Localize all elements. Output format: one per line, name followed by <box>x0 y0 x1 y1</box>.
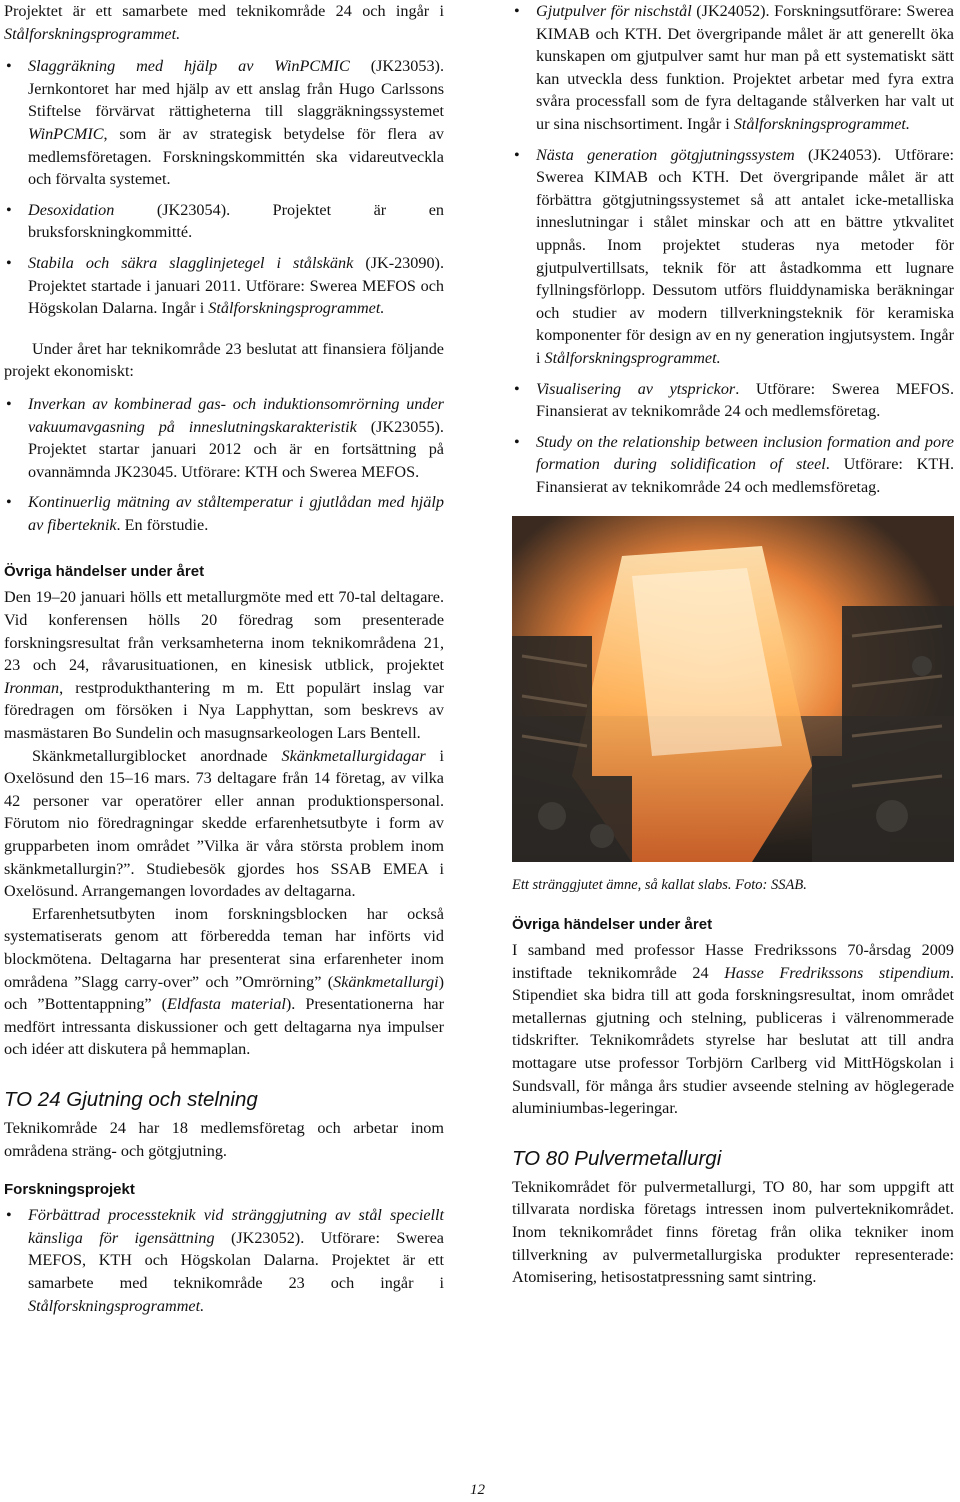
section-heading-research: Forskningsprojekt <box>4 1181 135 1199</box>
item-text: Forskningsutförare: Swerea KIMAB och KTH. Det övergripande målet är att generellt öka kunskapen om gjutpulver samt hur man på ett systematiskt sätt kan utveckla dess funktion. Projektet arbetar med fyra extra svåra processfall som de fyra deltagande stålverken har valt ut ur sina nischsortiment. Ingår i <box>536 2 954 133</box>
right-column <box>512 0 954 1289</box>
item-code: (JK24052). <box>691 2 770 20</box>
item-title: Gjutpulver för nischstål <box>536 2 692 20</box>
events-emphasis: Eldfasta material <box>167 995 286 1014</box>
section-heading-events-right: Övriga händelser under året <box>512 916 713 934</box>
item-title: Slaggräkning med hjälp av WinPCMIC <box>28 57 350 76</box>
item-emphasis: Stålforskningsprogrammet. <box>208 299 385 318</box>
continuation-paragraph <box>4 0 444 45</box>
item-text: Projektet är en bruksforskningkommitté. <box>28 200 444 242</box>
list-item <box>512 0 954 136</box>
project-list-2 <box>4 393 444 537</box>
item-emphasis: Stålforskningsprogrammet. <box>544 348 721 367</box>
events-text: i Oxelösund den 15–16 mars. 73 deltagare från 14 företag, av vilka 42 personer var operatörer eller annan produktionspersonal. Förutom nio föredragningar skedde erfarenhetsutbyte i form av grupparbeten inom området ”Vilka är våra största problem inom skänkmetallurgin?”. Studiebesök gjordes hos SSAB EMEA i Oxelösund. Arrangemangen lovordades av deltagarna. <box>4 746 445 901</box>
item-title: Nästa generation götgjutningssystem <box>536 145 795 164</box>
list-item <box>4 55 444 191</box>
item-code: (JK-23090). <box>353 253 444 272</box>
continuation-text: Projektet är ett samarbete med teknikområde 24 och ingår i <box>4 2 444 20</box>
section-heading-to24: TO 24 Gjutning och stelning <box>4 1087 258 1111</box>
list-item <box>4 1204 444 1317</box>
slab-photo <box>512 516 954 862</box>
events-paragraph-3 <box>4 903 444 1061</box>
slab-photo-illustration <box>512 516 954 862</box>
events-emphasis: Ironman <box>4 678 60 697</box>
project-list-right <box>512 0 954 498</box>
item-code: (JK23053). <box>349 57 444 76</box>
events-text: ) och ”Bottentappning” ( <box>4 972 444 1014</box>
page-number: 12 <box>470 1482 485 1498</box>
photo-caption: Ett stränggjutet ämne, så kallat slabs. Foto: SSAB. <box>512 877 807 894</box>
item-text: En förstudie. <box>120 515 209 534</box>
events-paragraph-2 <box>4 745 444 903</box>
events-paragraph-1 <box>4 586 444 744</box>
item-text: Utförare: Swerea MEFOS. Finansierat av teknikområde 24 och medlemsföretag. <box>536 379 954 421</box>
item-code: . <box>735 379 740 398</box>
item-code: (JK23055). <box>356 417 444 436</box>
events-text: ). Presentationerna har medfört intressanta diskussioner och gett deltagarna nya impulser och idéer att diskutera på hemmaplan. <box>4 995 444 1059</box>
item-text: Jernkontoret har med hjälp av ett anslag från Hugo Carlssons Stiftelse förvärvat rättigheterna till slaggräkningssystemet <box>28 79 444 121</box>
item-title: Stabila och säkra slagglinjetegel i stålskänk <box>28 253 354 272</box>
events-text: . Stipendiet ska bidra till att goda forskningsresultat, inom området metallernas gjutning och stelning, publiceras i välrenommerade tidskrifter. Teknikområdets styrelse har beslutat att till andra mottagare utse professor Torbjörn Carlberg vid MittHögskolan i Sundsvall, för många års studier avseende stelning av höglegerade aluminiumbas-legeringar. <box>512 963 954 1118</box>
events-text: Erfarenhetsutbyten inom forskningsblocken har också systematiserats genom att förberedda teman har införts vid blockmötena. Deltagarna har presenterat sina erfarenheter inom områdena ”Slagg carry-over” och ”Omrörning” ( <box>4 904 444 991</box>
item-text: Utförare: Swerea MEFOS, KTH och Högskolan Dalarna. Projektet är ett samarbete med teknikområde 23 och ingår i <box>28 1228 444 1292</box>
item-title: Inverkan av kombinerad gas- och induktionsomrörning under vakuumavgasning på inneslutningskarakteristik <box>28 394 444 436</box>
events-text: I samband med professor Hasse Fredrikssons 70-årsdag 2009 instiftade teknikområde 24 <box>512 941 954 982</box>
item-emphasis: Stålforskningsprogrammet. <box>28 1296 205 1315</box>
item-title: Desoxidation <box>28 200 115 219</box>
project-list-1 <box>4 55 444 320</box>
item-code: (JK23052). <box>214 1228 305 1247</box>
intro-paragraph: Under året har teknikområde 23 beslutat att finansiera följande projekt ekonomiskt: <box>4 339 444 381</box>
events-text: , restprodukthantering m m. Ett populärt inslag var föredragen om försöken i Nya Lapphyttan, som beskrevs av masmästaren Bo Sundelin och masugnsarkeologen Lars Bentell. <box>4 678 444 743</box>
item-text: Projektet startade i januari 2011. Utförare: Swerea MEFOS och Högskolan Dalarna. Ingår i <box>28 276 444 318</box>
section-heading-events: Övriga händelser under året <box>4 563 205 581</box>
list-item <box>512 144 954 370</box>
item-emphasis: Stålforskningsprogrammet. <box>733 114 910 133</box>
list-item <box>4 252 444 320</box>
item-text: , som är av strategisk betydelse för flera av medlemsföretagen. Forskningskommittén ska vidareutveckla och förvalta systemet. <box>28 124 444 189</box>
to24-paragraph: Teknikområde 24 har 18 medlemsföretag och arbetar inom områdena sträng- och götgjutning. <box>4 1118 444 1160</box>
events-text: Den 19–20 januari hölls ett metallurgmöte med ett 70-tal deltagare. Vid konferensen hölls 20 föredrag som presenterade forskningsresultat från verksamheterna inom teknikområdena 21, 23 och 24, råvarusituationen, en kinesisk utblick, projektet <box>4 588 444 675</box>
item-code: . <box>825 455 830 474</box>
item-title: Kontinuerlig mätning av ståltemperatur i gjutlådan med hjälp av fiberteknik <box>28 493 444 534</box>
item-title: Visualisering av ytsprickor <box>536 379 736 398</box>
list-item <box>4 199 444 244</box>
item-text: Utförare: Swerea KIMAB och KTH. Det övergripande målet är att förbättra götgjutningssystemet så att antalet icke-metalliska inneslutningar i stålet minskar och att en bättre ytkvalitet uppnås. Inom projektet studeras nya metoder för gjutpulvertillsats, teknik för att åstadkomma ett lugnare fyllningsförlopp. Dessutom utförs fluiddynamiska beräkningar och studier av modern tillverkningsteknik för keramiska komponenter för design av en ny generation ingjutsystem. Ingår i <box>536 145 955 367</box>
events-text: Skänkmetallurgiblocket anordnade <box>32 746 282 765</box>
item-code: . <box>116 515 121 534</box>
list-item <box>512 431 954 499</box>
events-emphasis: Skänkmetallurgidagar <box>281 746 426 765</box>
item-title: Förbättrad processteknik vid stränggjutning av stål speciellt känsliga för igensättning <box>28 1206 444 1247</box>
item-code: (JK24053). <box>794 145 882 164</box>
events-paragraph-right <box>512 939 954 1120</box>
item-title: Study on the relationship between inclusion formation and pore formation during solidification of steel <box>536 432 954 474</box>
events-emphasis: Skänkmetallurgi <box>333 972 439 991</box>
left-column <box>4 0 444 1325</box>
to80-paragraph: Teknikområdet för pulvermetallurgi, TO 80, har som uppgift att tillvarata nordiska företags intressen inom pulverteknikområdet. Inom teknikområdet finns företag från olika tekniker inom tillverkning av pulvermetallurgiska produkter representerade: Atomisering, hetisostatpressning samt sintring. <box>512 1177 954 1287</box>
section-heading-to80: TO 80 Pulvermetallurgi <box>512 1146 722 1170</box>
item-text: Projektet startar januari 2012 och är en fortsättning på ovannämnda JK23045. Utförare: KTH och Swerea MEFOS. <box>28 440 444 481</box>
project-list-3 <box>4 1204 444 1317</box>
events-emphasis: Hasse Fredrikssons stipendium <box>724 963 950 982</box>
item-code: (JK23054). <box>114 200 231 219</box>
list-item <box>512 378 954 423</box>
item-emphasis: WinPCMIC <box>28 124 104 143</box>
list-item <box>4 393 444 483</box>
continuation-emphasis: Stålforskningsprogrammet. <box>4 24 181 43</box>
item-text: Utförare: KTH. Finansierat av teknikområde 24 och medlemsföretag. <box>536 455 954 496</box>
list-item <box>4 491 444 536</box>
